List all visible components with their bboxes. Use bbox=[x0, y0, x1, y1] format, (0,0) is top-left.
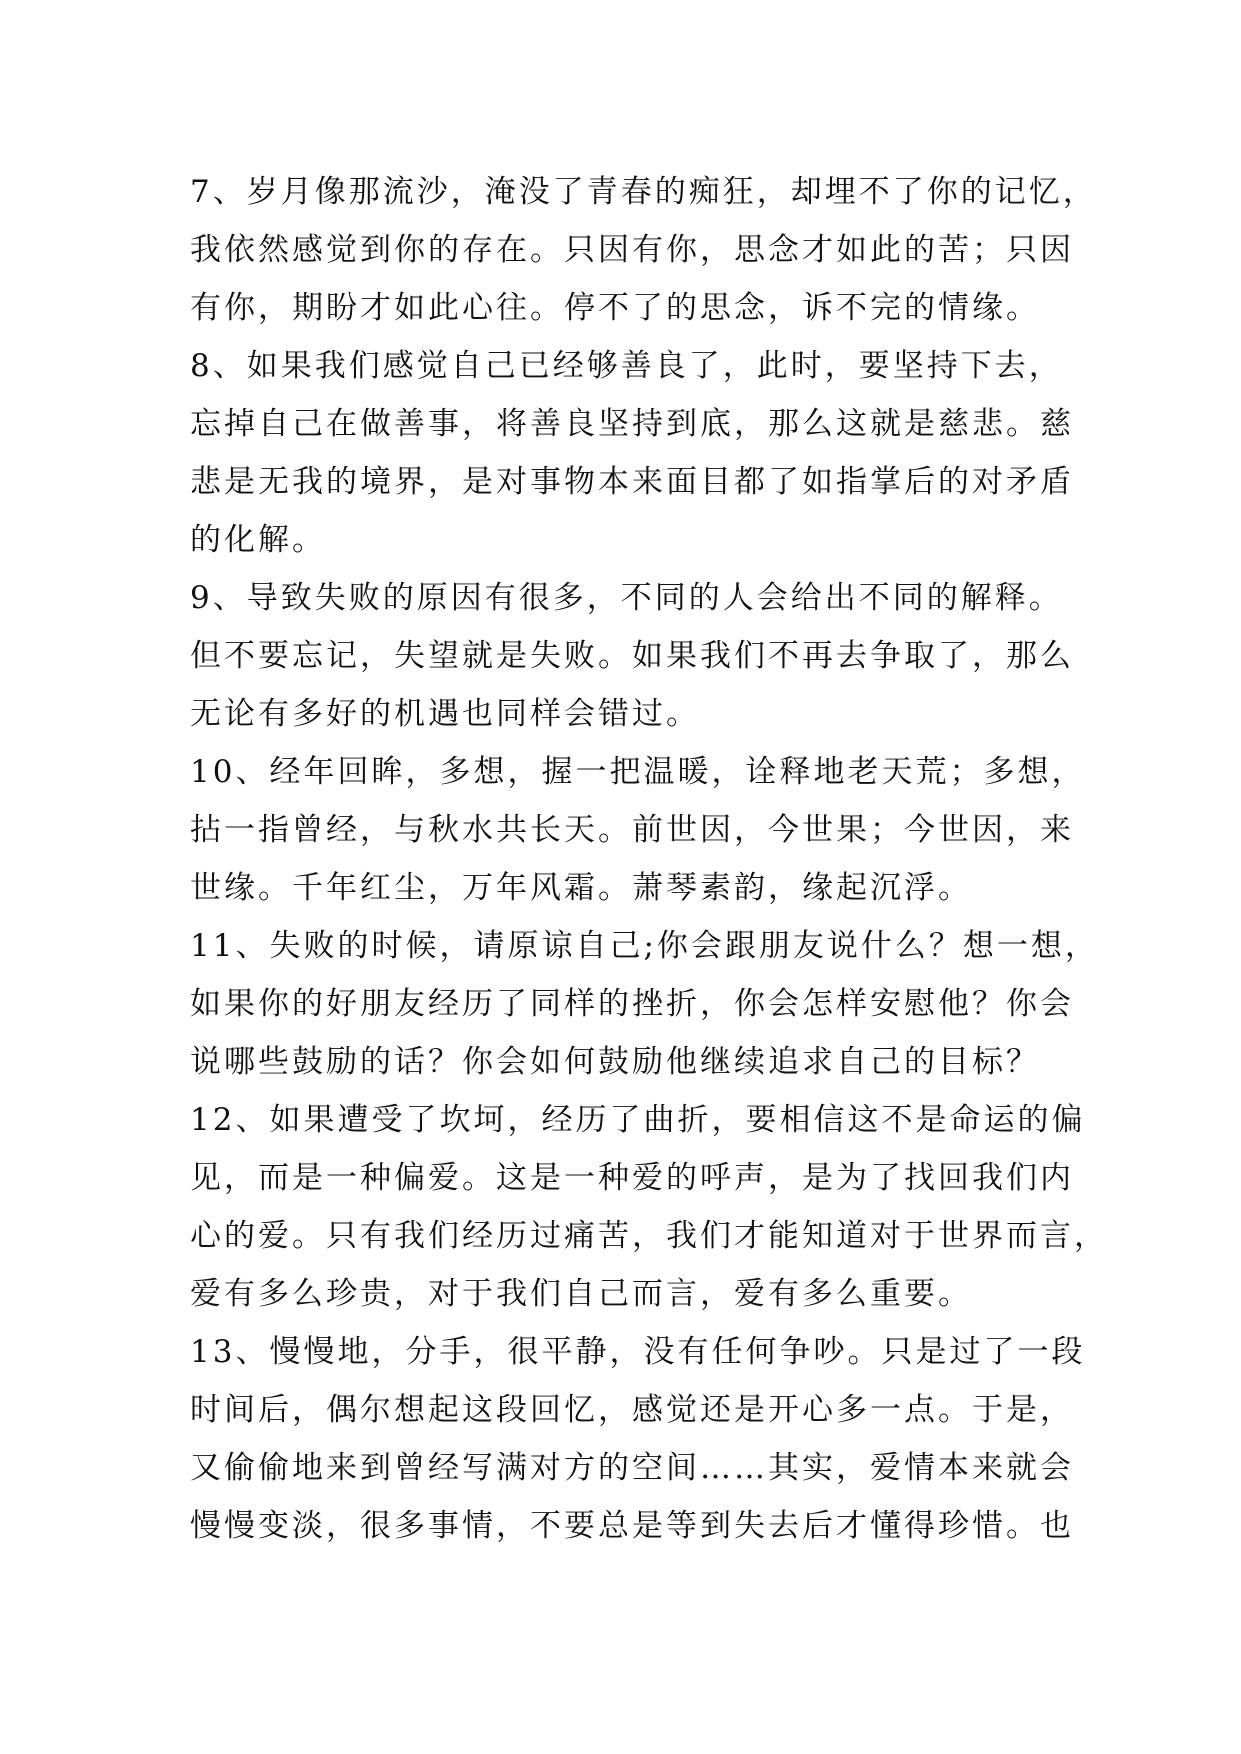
text-line: 忘掉自己在做善事，将善良坚持到底，那么这就是慈悲。慈 bbox=[190, 406, 1074, 442]
text-line: 爱有多么珍贵，对于我们自己而言，爱有多么重要。 bbox=[190, 1276, 972, 1312]
body-text bbox=[190, 163, 1108, 1555]
text-line: 慢慢变淡，很多事情，不要总是等到失去后才懂得珍惜。也 bbox=[190, 1508, 1074, 1544]
text-line: 11、失败的时候，请原谅自己;你会跟朋友说什么？想一想， bbox=[190, 928, 1099, 964]
text-line: 心的爱。只有我们经历过痛苦，我们才能知道对于世界而言， bbox=[190, 1218, 1108, 1254]
text-line: 我依然感觉到你的存在。只因有你，思念才如此的苦；只因 bbox=[190, 232, 1074, 268]
text-line: 有你，期盼才如此心往。停不了的思念，诉不完的情缘。 bbox=[190, 290, 1040, 326]
text-line: 但不要忘记，失望就是失败。如果我们不再去争取了，那么 bbox=[190, 638, 1074, 674]
text-line: 8、如果我们感觉自己已经够善良了，此时，要坚持下去， bbox=[190, 348, 1063, 384]
text-line: 悲是无我的境界，是对事物本来面目都了如指掌后的对矛盾 bbox=[190, 464, 1074, 500]
text-line: 7、岁月像那流沙，淹没了青春的痴狂，却埋不了你的记忆， bbox=[190, 174, 1097, 210]
text-line: 9、导致失败的原因有很多，不同的人会给出不同的解释。 bbox=[190, 580, 1063, 616]
text-line: 的化解。 bbox=[190, 522, 326, 558]
text-line: 12、如果遭受了坎坷，经历了曲折，要相信这不是命运的偏 bbox=[190, 1102, 1086, 1138]
text-line: 时间后，偶尔想起这段回忆，感觉还是开心多一点。于是， bbox=[190, 1392, 1074, 1428]
text-line: 13、慢慢地，分手，很平静，没有任何争吵。只是过了一段 bbox=[190, 1334, 1086, 1370]
text-line: 见，而是一种偏爱。这是一种爱的呼声，是为了找回我们内 bbox=[190, 1160, 1074, 1196]
text-line: 10、经年回眸，多想，握一把温暖，诠释地老天荒；多想， bbox=[190, 754, 1086, 790]
text-line: 又偷偷地来到曾经写满对方的空间……其实，爱情本来就会 bbox=[190, 1450, 1074, 1486]
text-line: 说哪些鼓励的话？你会如何鼓励他继续追求自己的目标？ bbox=[190, 1044, 1040, 1080]
text-line: 世缘。千年红尘，万年风霜。萧琴素韵，缘起沉浮。 bbox=[190, 870, 972, 906]
text-line: 拈一指曾经，与秋水共长天。前世因，今世果；今世因，来 bbox=[190, 812, 1074, 848]
text-line: 无论有多好的机遇也同样会错过。 bbox=[190, 696, 700, 732]
text-line: 如果你的好朋友经历了同样的挫折，你会怎样安慰他？你会 bbox=[190, 986, 1074, 1022]
